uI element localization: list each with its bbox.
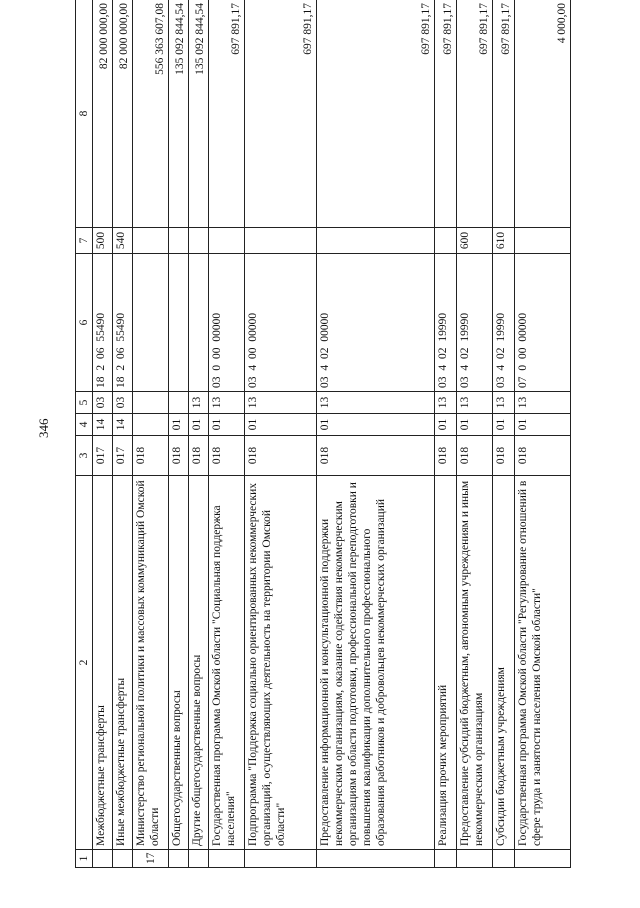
code-section: 14	[93, 414, 113, 436]
budget-table	[75, 0, 571, 868]
code-subsection: 03	[93, 392, 113, 414]
header-col-5: 5	[76, 392, 93, 414]
code-subsection: 03	[113, 392, 133, 414]
table-row	[209, 0, 245, 868]
code-target: 03 4 02 19990	[493, 254, 515, 392]
code-section: 01	[515, 414, 571, 436]
code-target: 03 4 00 00000	[245, 254, 317, 392]
table-row	[457, 0, 493, 868]
code-target: 18 2 06 55490	[93, 254, 113, 392]
code-target	[133, 254, 169, 392]
header-col-6: 6	[76, 254, 93, 392]
row-name: Подпрограмма "Поддержка социально ориентированных некоммерческих организаций, осуществляющих деятельность на территории Омской области"	[245, 476, 317, 850]
code-section: 01	[493, 414, 515, 436]
code-target: 03 4 02 00000	[317, 254, 435, 392]
header-col-8: 8	[76, 0, 93, 228]
code-expense-type	[209, 228, 245, 254]
row-name: Предоставление субсидий бюджетным, автономным учреждениям и иным некоммерческим организациям	[457, 476, 493, 850]
amount: 697 891,17	[209, 0, 245, 228]
code-target: 07 0 00 00000	[515, 254, 571, 392]
code-target	[169, 254, 189, 392]
table-row	[169, 0, 189, 868]
amount: 697 891,17	[457, 0, 493, 228]
row-name: Министерство региональной политики и массовых коммуникаций Омской области	[133, 476, 169, 850]
code-section: 01	[189, 414, 209, 436]
row-name: Государственная программа Омской области "Регулирование отношений в сфере труда и занятости населения Омской области"	[515, 476, 571, 850]
page-number: 346	[36, 418, 51, 438]
code-ministry: 018	[515, 436, 571, 476]
code-section: 01	[169, 414, 189, 436]
row-name: Общегосударственные вопросы	[169, 476, 189, 850]
code-section: 01	[245, 414, 317, 436]
code-target	[189, 254, 209, 392]
code-subsection: 13	[209, 392, 245, 414]
table-row	[317, 0, 435, 868]
row-number	[113, 850, 133, 868]
code-ministry: 018	[457, 436, 493, 476]
code-expense-type	[133, 228, 169, 254]
row-name: Другие общегосударственные вопросы	[189, 476, 209, 850]
code-expense-type	[317, 228, 435, 254]
table-row	[245, 0, 317, 868]
header-col-4: 4	[76, 414, 93, 436]
code-section: 14	[113, 414, 133, 436]
code-ministry: 018	[133, 436, 169, 476]
code-section	[133, 414, 169, 436]
code-ministry: 017	[113, 436, 133, 476]
code-expense-type	[169, 228, 189, 254]
amount: 82 000 000,00	[93, 0, 113, 228]
code-expense-type	[435, 228, 457, 254]
row-number	[245, 850, 317, 868]
code-subsection	[169, 392, 189, 414]
code-section: 01	[209, 414, 245, 436]
code-subsection	[133, 392, 169, 414]
amount: 697 891,17	[245, 0, 317, 228]
code-ministry: 017	[93, 436, 113, 476]
budget-table-sheet	[75, 0, 607, 868]
code-ministry: 018	[317, 436, 435, 476]
amount: 697 891,17	[435, 0, 457, 228]
row-number	[169, 850, 189, 868]
row-number	[457, 850, 493, 868]
amount: 135 092 844,54	[189, 0, 209, 228]
table-row	[189, 0, 209, 868]
row-name: Межбюджетные трансферты	[93, 476, 113, 850]
header-col-2: 2	[76, 476, 93, 850]
row-number	[209, 850, 245, 868]
code-expense-type: 500	[93, 228, 113, 254]
code-ministry: 018	[189, 436, 209, 476]
table-row	[515, 0, 571, 868]
code-subsection: 13	[493, 392, 515, 414]
code-ministry: 018	[245, 436, 317, 476]
table-row	[133, 0, 169, 868]
row-number	[515, 850, 571, 868]
header-col-1: 1	[76, 850, 93, 868]
code-target: 03 0 00 00000	[209, 254, 245, 392]
code-expense-type	[189, 228, 209, 254]
row-name: Иные межбюджетные трансферты	[113, 476, 133, 850]
code-expense-type: 610	[493, 228, 515, 254]
code-section: 01	[457, 414, 493, 436]
row-name: Реализация прочих мероприятий	[435, 476, 457, 850]
header-col-3: 3	[76, 436, 93, 476]
code-ministry: 018	[169, 436, 189, 476]
code-subsection: 13	[189, 392, 209, 414]
row-name: Субсидии бюджетным учреждениям	[493, 476, 515, 850]
code-subsection: 13	[245, 392, 317, 414]
row-name: Государственная программа Омской области "Социальная поддержка населения"	[209, 476, 245, 850]
code-target: 03 4 02 19990	[457, 254, 493, 392]
code-subsection: 13	[457, 392, 493, 414]
amount: 4 000,00	[515, 0, 571, 228]
code-target: 18 2 06 55490	[113, 254, 133, 392]
amount: 697 891,17	[493, 0, 515, 228]
code-subsection: 13	[317, 392, 435, 414]
table-row	[113, 0, 133, 868]
code-subsection: 13	[515, 392, 571, 414]
code-section: 01	[435, 414, 457, 436]
row-number	[317, 850, 435, 868]
row-number	[435, 850, 457, 868]
code-ministry: 018	[209, 436, 245, 476]
code-section: 01	[317, 414, 435, 436]
row-name: Предоставление информационной и консультационной поддержки некоммерческим организациям, оказание содействия некоммерческим организациям в области подготовки, профессиональной переподготовки и повышения квалификации дополнительного профессионального образования работников и добровольцев некоммерческих организаций	[317, 476, 435, 850]
row-number	[493, 850, 515, 868]
code-ministry: 018	[435, 436, 457, 476]
code-target: 03 4 02 19990	[435, 254, 457, 392]
row-number: 17	[133, 850, 169, 868]
amount: 556 363 607,08	[133, 0, 169, 228]
amount: 697 891,17	[317, 0, 435, 228]
table-row	[93, 0, 113, 868]
code-subsection: 13	[435, 392, 457, 414]
code-ministry: 018	[493, 436, 515, 476]
amount: 135 092 844,54	[169, 0, 189, 228]
code-expense-type: 540	[113, 228, 133, 254]
amount: 82 000 000,00	[113, 0, 133, 228]
code-expense-type	[515, 228, 571, 254]
table-row	[493, 0, 515, 868]
code-expense-type	[245, 228, 317, 254]
table-header-row	[76, 0, 93, 868]
row-number	[189, 850, 209, 868]
header-col-7: 7	[76, 228, 93, 254]
row-number	[93, 850, 113, 868]
table-row	[435, 0, 457, 868]
code-expense-type: 600	[457, 228, 493, 254]
